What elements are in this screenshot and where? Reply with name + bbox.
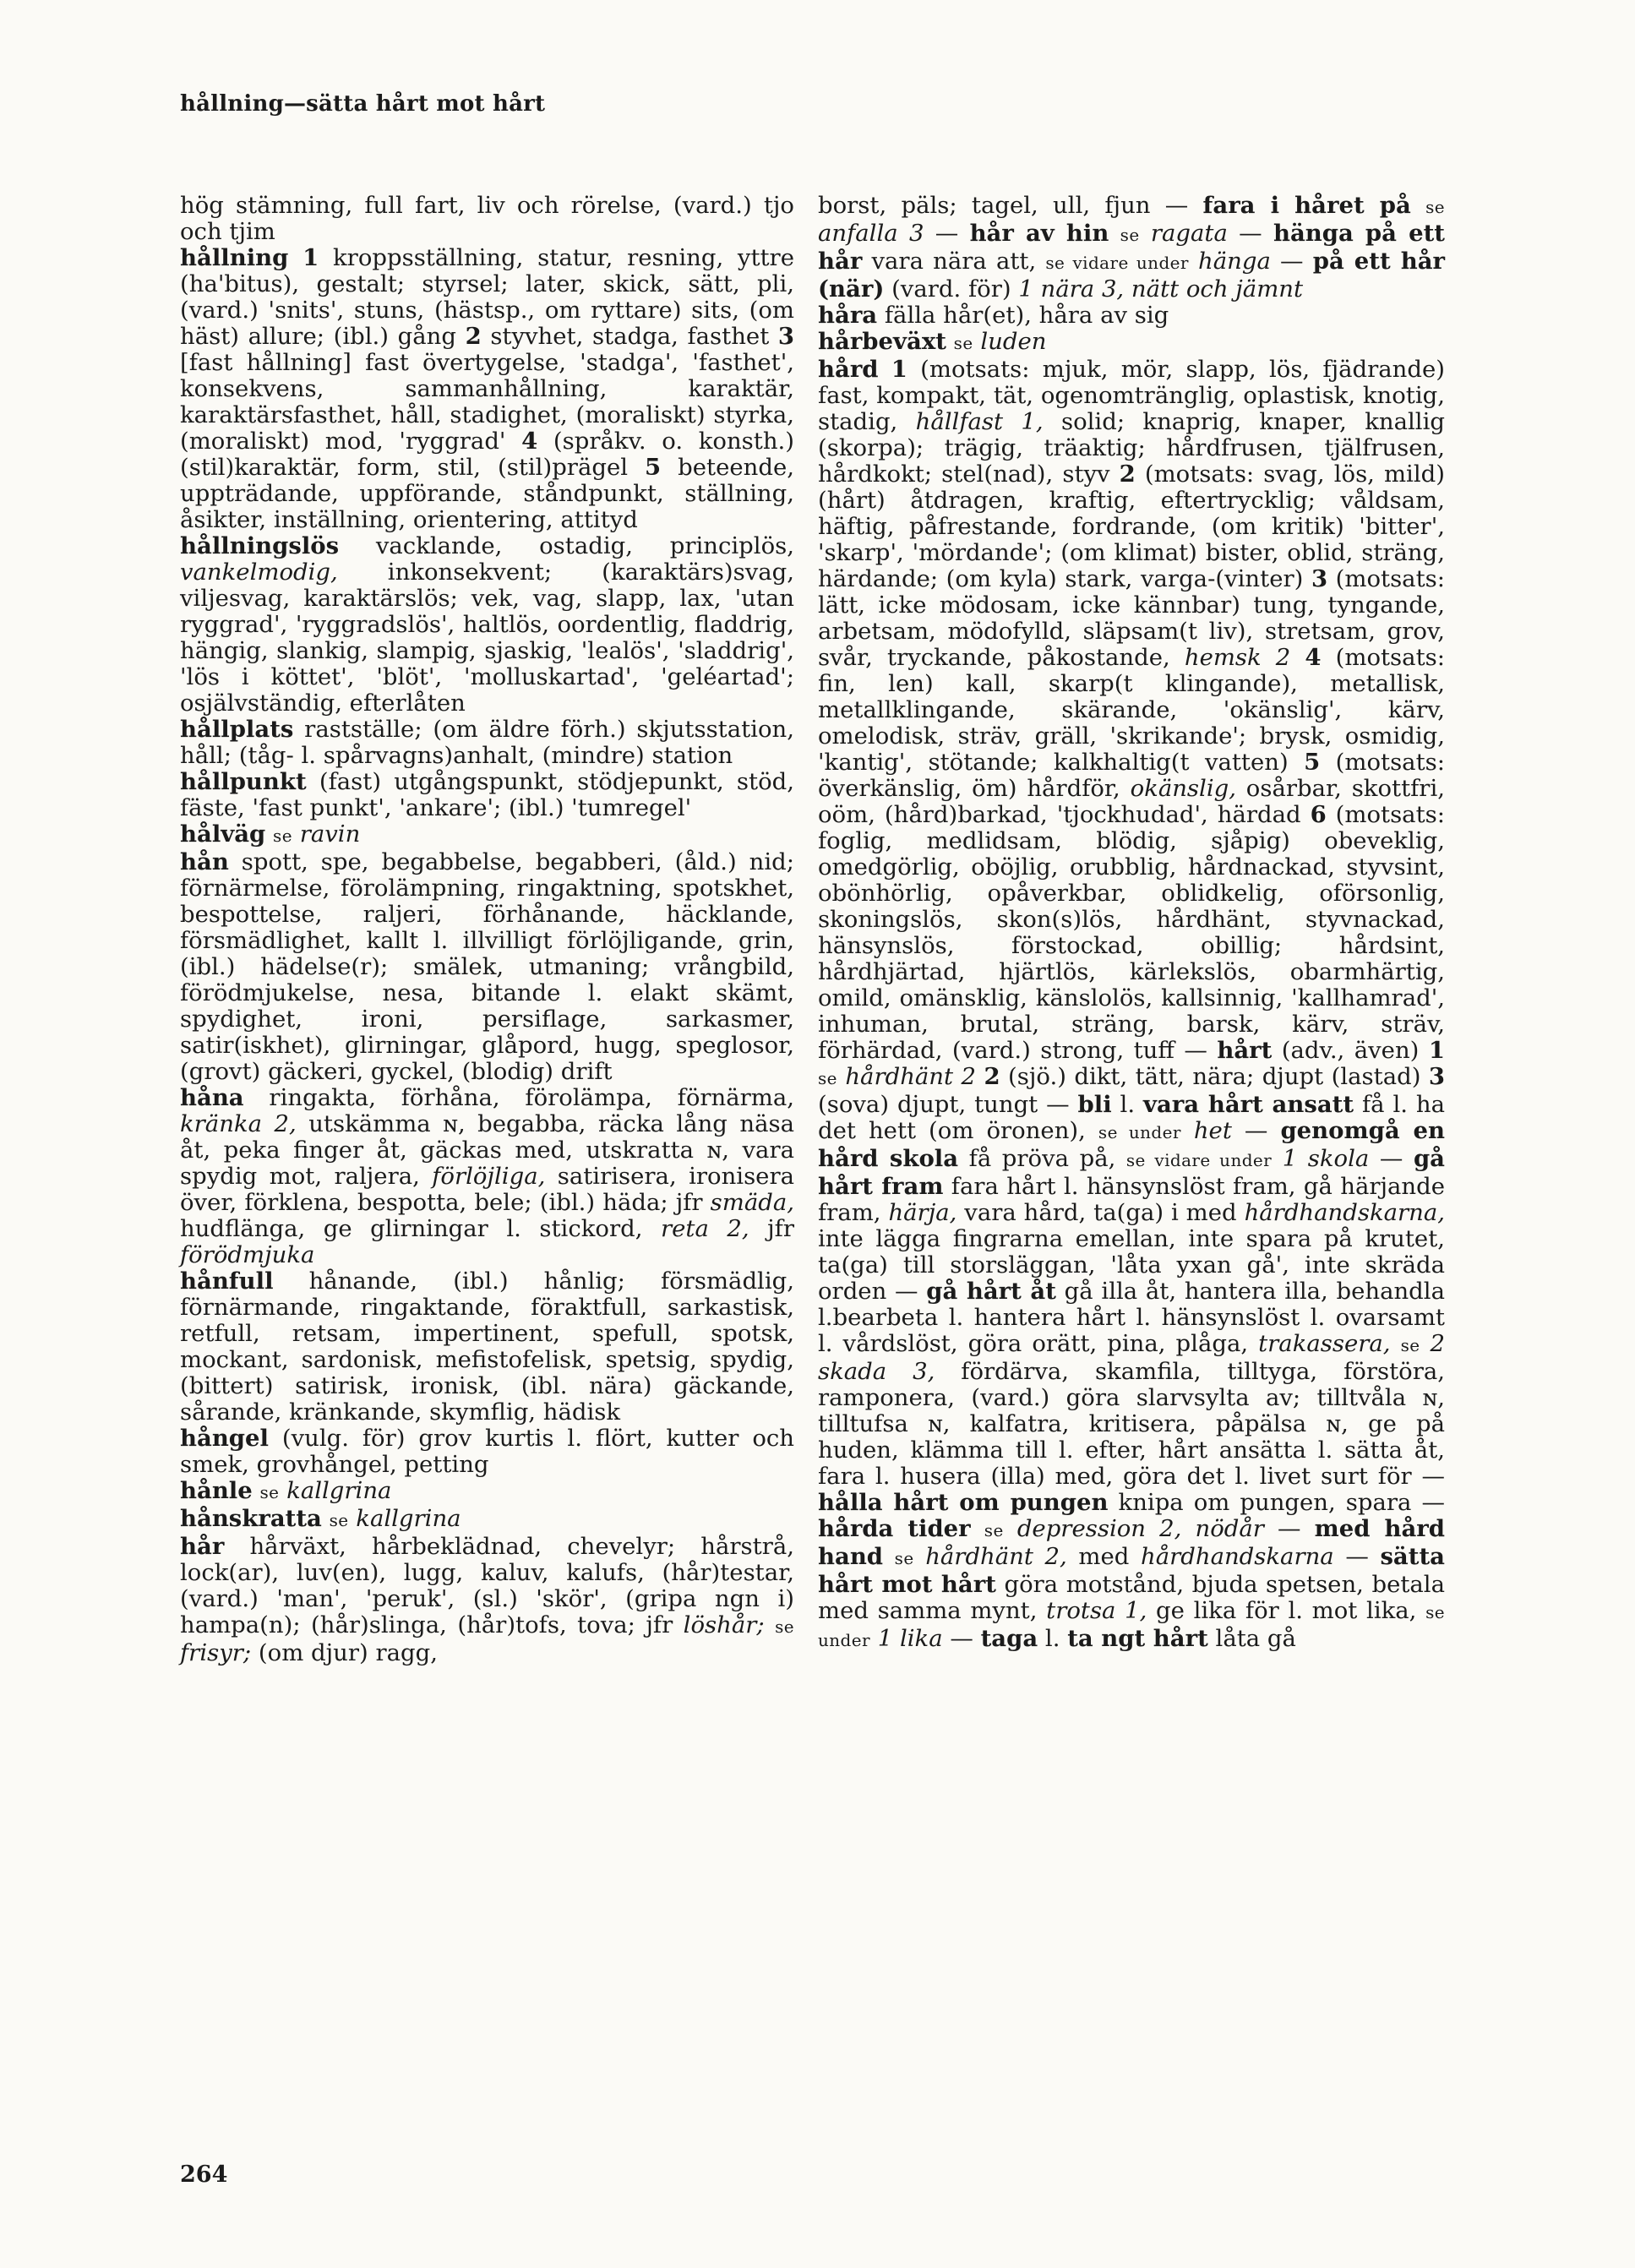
entry-text: (motsats: överkänslig, öm) hårdför,: [818, 749, 1446, 802]
entry-text: —: [942, 1625, 981, 1652]
running-head: hållning—sätta hårt mot hårt: [180, 91, 546, 117]
entry-text: [870, 1625, 878, 1652]
entry-text: utskämma ɴ, begabba, räcka lång näsa åt, peka finger åt, gäckas med, utskratta ɴ, vara spydig mot, raljera,: [180, 1110, 794, 1190]
entry-headword: med hård hand: [818, 1515, 1445, 1570]
cross-reference: trotsa 1,: [1046, 1597, 1147, 1624]
entry-headword: hånle: [180, 1477, 253, 1504]
entry-text: ringakta, förhåna, förolämpa, förnärma,: [243, 1084, 794, 1111]
entry-headword: 3: [777, 323, 794, 350]
entry-text: l.: [1111, 1091, 1143, 1118]
cross-reference: hårdhandskarna,: [1244, 1199, 1446, 1226]
entry-text: —: [1231, 1117, 1281, 1144]
dictionary-entry: [818, 193, 1445, 303]
entry-headword: 1: [1428, 1037, 1445, 1064]
entry-text: ge lika för l. mot lika,: [1147, 1597, 1426, 1624]
entry-text: (sova) djupt, tungt —: [818, 1091, 1078, 1118]
entry-text: kroppsställning, statur, resning, yttre (ha'bitus), gestalt; styrsel; later, skick, sätt, pli, (vard.) 'snits', stuns, (hästsp., om ryttare) sits, (om häst) allure; (ibl.) gång: [180, 244, 794, 350]
entry-text: vara nära att,: [862, 248, 1046, 275]
entry-headword: hånfull: [180, 1268, 274, 1295]
entry-text: göra motstånd, bjuda spetsen, betala med samma mynt,: [818, 1571, 1445, 1624]
entry-text: (om djur) ragg,: [251, 1639, 438, 1666]
entry-text: osårbar, skottfri, oöm, (hård)barkad, 'tjockhudad', härdad: [818, 775, 1445, 828]
entry-headword: hår: [180, 1533, 225, 1560]
cross-reference: smäda,: [710, 1189, 794, 1216]
entry-headword: sätta hårt mot hårt: [818, 1543, 1445, 1598]
entry-headword: håra: [818, 302, 878, 329]
dictionary-entry: [180, 245, 794, 533]
dictionary-entry: [180, 1085, 794, 1268]
entry-headword: hån: [180, 848, 229, 875]
entry-text: (motsats: fin, len) kall, skarp(t klingande), metallisk, metallklingande, skärande, 'okänslig', kärv, omelodisk, sträv, gräll, 'skrikande'; brysk, osmidig, 'kantig', stötande; kalkhaltig(t vatten): [818, 644, 1445, 776]
cross-reference: het: [1193, 1117, 1232, 1144]
cross-reference: 1 lika: [877, 1625, 943, 1652]
entry-text: beteende, uppträdande, uppförande, ståndpunkt, ställning, åsikter, inställning, orientering, attityd: [180, 454, 794, 533]
entry-text: fälla hår(et), håra av sig: [877, 302, 1169, 329]
entry-headword: 1: [891, 356, 907, 383]
entry-headword: hållningslös: [180, 532, 340, 559]
entry-headword: hånskratta: [180, 1505, 322, 1532]
entry-text: [265, 821, 273, 848]
entry-text: (språkv. o. konsth.) (stil)karaktär, form, stil, (stil)prägel: [180, 428, 794, 481]
reference-marker: se: [894, 1548, 914, 1568]
entry-text: knipa om pungen, spara —: [1108, 1489, 1445, 1516]
entry-headword: ta ngt hårt: [1067, 1625, 1208, 1652]
entry-headword: 5: [1304, 749, 1321, 776]
entry-headword: hållpunkt: [180, 768, 307, 795]
entry-headword: 5: [645, 454, 662, 481]
entry-headword: hålla hårt om pungen: [818, 1489, 1109, 1516]
entry-text: (vard. för): [884, 275, 1019, 303]
entry-text: —: [1227, 220, 1273, 247]
entry-text: hög stämning, full fart, liv och rörelse, (vard.) tjo och tjim: [180, 192, 794, 245]
dictionary-entry: [180, 849, 794, 1085]
dictionary-entry: [180, 193, 794, 245]
dictionary-entry: [180, 1426, 794, 1478]
page-number: 264: [180, 2162, 228, 2188]
entry-text: solid; knaprig, knaper, knallig (skorpa); trägig, träaktig; hårdfrusen, tjälfrusen, hårdkokt; stel(nad), styv: [818, 408, 1446, 488]
cross-reference: förödmjuka: [180, 1241, 315, 1268]
entry-text: —: [1270, 248, 1313, 275]
cross-reference: hårdhänt 2,: [925, 1543, 1067, 1570]
entry-text: gå illa åt, hantera illa, behandla l.bearbeta l. hantera hårt l. hänsynslöst l. ovarsamt l. vårdslöst, göra orätt, pina, plåga,: [818, 1278, 1445, 1357]
entry-text: satirisera, ironisera över, förklena, bespotta, bele; (ibl.) häda; jfr: [180, 1163, 794, 1216]
entry-text: [765, 1611, 775, 1638]
entry-text: [1140, 220, 1151, 247]
entry-headword: (när): [818, 275, 885, 303]
dictionary-entry: [818, 357, 1445, 1654]
entry-headword: vara hårt ansatt: [1142, 1091, 1354, 1118]
dictionary-entry: [180, 1478, 794, 1506]
entry-text: [837, 1063, 845, 1090]
entry-text: spott, spe, begabbelse, begabberi, (åld.) nid; förnärmelse, förolämpning, ringaktning, spotskhet, bespottelse, raljeri, förhånande, häcklande, försmädlighet, kallt l. illvilligt förlöjligande, grin, (ibl.) hädelse(r); smälek, utmaning; vrångbild, förödmjukelse, nesa, bitande l. elakt skämt, spydighet, ironi, persiflage, sarkasmer, satir(iskhet), glirningar, glåpord, hugg, speglosor, (grovt) gäckeri, gyckel, (blodig) drift: [180, 848, 794, 1085]
entry-text: (motsats: lätt, icke mödosam, icke kännbar) tung, tyngande, arbetsam, mödofylld, släpsam(t liv), stretsam, grov, svår, tryckande, påkostande,: [818, 565, 1446, 671]
entry-text: [322, 1505, 330, 1532]
entry-headword: hår av hin: [969, 220, 1109, 247]
entry-headword: håna: [180, 1084, 244, 1111]
cross-reference: ragata: [1150, 220, 1228, 247]
cross-reference: härja,: [888, 1199, 957, 1226]
dictionary-entry: [180, 769, 794, 821]
dictionary-entry: [180, 1268, 794, 1426]
right-column: [818, 193, 1445, 1654]
entry-text: hånande, (ibl.) hånlig; försmädlig, förnärmande, ringaktande, föraktfull, sarkastisk, retfull, retsam, impertinent, spefull, spotsk, mockant, sardonisk, mefistofelisk, spetsig, spydig, (bittert) satirisk, ironisk, (ibl. nära) gäckande, sårande, kränkande, skymflig, hädisk: [180, 1268, 794, 1426]
entry-headword: hårt: [1217, 1037, 1273, 1064]
left-column: [180, 193, 794, 1666]
entry-text: —: [1369, 1145, 1414, 1172]
entry-headword: 4: [1305, 644, 1322, 671]
entry-headword: hålväg: [180, 821, 266, 848]
entry-headword: 2: [1119, 461, 1136, 488]
entry-text: med: [1066, 1543, 1141, 1570]
entry-headword: hårda tider: [818, 1515, 971, 1542]
reference-marker: se: [329, 1510, 349, 1530]
entry-headword: hård: [818, 356, 879, 383]
entry-text: hudflänga, ge glirningar l. stickord,: [180, 1215, 661, 1242]
entry-text: [292, 821, 300, 848]
dictionary-entry: [180, 1534, 794, 1666]
reference-marker: se: [1120, 225, 1140, 245]
entry-headword: 3: [1428, 1063, 1445, 1090]
entry-text: (adv., även): [1272, 1037, 1429, 1064]
entry-text: [1181, 1117, 1194, 1144]
entry-headword: bli: [1077, 1091, 1112, 1118]
entry-text: l.: [1038, 1625, 1068, 1652]
dictionary-entry: [818, 329, 1445, 357]
entry-text: (sjö.) dikt, tätt, nära; djupt (lastad): [1000, 1063, 1429, 1090]
entry-text: [288, 244, 302, 271]
entry-text: borst, päls; tagel, ull, fjun —: [818, 192, 1203, 219]
entry-headword: hållning: [180, 244, 289, 271]
entry-text: få l. ha det hett (om öronen),: [818, 1091, 1445, 1144]
cross-reference: förlöjliga,: [432, 1163, 546, 1190]
cross-reference: luden: [980, 328, 1047, 355]
cross-reference: hållfast 1,: [915, 408, 1044, 435]
dictionary-entry: [180, 821, 794, 849]
entry-text: [fast hållning] fast övertygelse, 'stadga', 'fasthet', konsekvens, sammanhållning, karaktär, karaktärsfasthet, håll, stadighet, (moraliskt) styrka, (moraliskt) mod, 'ryggrad': [180, 349, 794, 455]
reference-marker: se vidare under: [1125, 1150, 1273, 1170]
entry-text: låta gå: [1207, 1625, 1296, 1652]
cross-reference: okänslig,: [1130, 775, 1236, 802]
cross-reference: reta 2,: [660, 1215, 749, 1242]
entry-text: (vulg. för) grov kurtis l. flört, kutter och smek, grovhångel, petting: [180, 1425, 794, 1478]
cross-reference: hänga: [1198, 248, 1271, 275]
entry-headword: 4: [521, 428, 538, 455]
dictionary-entry: [180, 1506, 794, 1534]
reference-marker: se: [273, 826, 292, 846]
entry-text: [1420, 1330, 1430, 1357]
reference-marker: se: [1425, 197, 1445, 217]
entry-text: —: [1263, 1515, 1315, 1542]
entry-headword: taga: [980, 1625, 1038, 1652]
cross-reference: anfalla 3: [818, 220, 924, 247]
entry-headword: 2: [465, 323, 482, 350]
entry-headword: 2: [984, 1063, 1000, 1090]
entry-text: inkonsekvent; (karaktärs)svag, viljesvag, karaktärslös; vek, vag, slapp, lax, 'utan ryggrad', 'ryggradslös', haltlös, oordentlig, fladdrig, hängig, slankig, slampig, sjaskig, 'lealös', 'sladdrig', 'lös i köttet', 'blöt', 'molluskartad', 'geléartad'; osjälvständig, efterlåten: [180, 559, 794, 717]
cross-reference: ravin: [299, 821, 361, 848]
reference-marker: se under: [1098, 1122, 1181, 1142]
entry-headword: hårbeväxt: [818, 328, 946, 355]
entry-text: [883, 1543, 895, 1570]
cross-reference: vankelmodig,: [180, 559, 338, 586]
cross-reference: kallgrina: [356, 1505, 461, 1532]
entry-text: styvhet, stadga, fasthet: [481, 323, 778, 350]
entry-text: [1290, 644, 1305, 671]
reference-marker: se: [818, 1068, 837, 1088]
entry-text: (motsats: svag, lös, mild) (hårt) åtdragen, kraftig, eftertrycklig; våldsam, häftig, påfrestande, fordrande, (om kritik) 'bitter', 'skarp', 'mördande'; (om klimat) bister, oblid, sträng, härdande; (om kyla) stark, varga-(vinter): [818, 461, 1445, 592]
entry-text: [279, 1477, 286, 1504]
cross-reference: kränka 2,: [180, 1110, 297, 1137]
entry-text: [914, 1543, 926, 1570]
entry-text: [1189, 248, 1198, 275]
entry-headword: 1: [302, 244, 319, 271]
entry-headword: på ett hår: [1312, 248, 1446, 275]
entry-text: jfr: [749, 1215, 794, 1242]
cross-reference: hårdhandskarna: [1141, 1543, 1334, 1570]
entry-text: (motsats: foglig, medlidsam, blödig, sjåpig) obeveklig, omedgörlig, oböjlig, orubblig, hårdnackad, styvsint, obönhörlig, opåverkbar, oblidkelig, oförsonlig, skoningslös, skon(s)lös, hårdhänt, styvnackad, hänsynslös, förstockad, obillig; hårdsint, hårdhjärtad, hjärtlös, kärlekslös, obarmhärtig, omild, omänsklig, känslolös, kallsinnig, 'kallhamrad', inhuman, brutal, sträng, barsk, kärv, sträv, förhärdad, (vard.) strong, tuff —: [818, 801, 1446, 1064]
entry-text: [1109, 220, 1120, 247]
entry-text: fara hårt l. hänsynslöst fram, gå härjande fram,: [818, 1173, 1446, 1226]
reference-marker: se: [953, 333, 973, 353]
cross-reference: 1 skola: [1282, 1145, 1370, 1172]
cross-reference: frisyr;: [180, 1639, 252, 1666]
cross-reference: trakassera,: [1258, 1330, 1391, 1357]
cross-reference: hemsk 2: [1184, 644, 1291, 671]
entry-text: [879, 356, 891, 383]
entry-text: fördärva, skamfila, tilltyga, förstöra, ramponera, (vard.) göra slarvsylta av; tilltvåla ɴ, tilltufsa ɴ, kalfatra, kritisera, påpälsa ɴ, ge på huden, klämma till l. efter, hårt ansätta l. sätta åt, fara l. husera (illa) med, göra det l. livet surt för —: [818, 1358, 1445, 1490]
entry-headword: fara i håret på: [1202, 192, 1411, 219]
cross-reference: 1 nära 3, nätt och jämnt: [1018, 275, 1304, 303]
entry-text: [1391, 1330, 1401, 1357]
entry-headword: gå hårt åt: [926, 1278, 1056, 1305]
entry-text: vara hård, ta(ga) i med: [956, 1199, 1245, 1226]
cross-reference: hårdhänt 2: [845, 1063, 976, 1090]
entry-text: inte lägga fingrarna emellan, inte spara på krutet, ta(ga) till storsläggan, 'låta yxan gå', inte skräda orden —: [818, 1225, 1445, 1305]
entry-headword: genomgå en hård skola: [818, 1117, 1445, 1172]
entry-text: [971, 1515, 984, 1542]
entry-headword: 3: [1311, 565, 1328, 592]
entry-text: få pröva på,: [958, 1145, 1126, 1172]
entry-text: (fast) utgångspunkt, stödjepunkt, stöd, fäste, 'fast punkt', 'ankare'; (ibl.) 'tumregel': [180, 768, 794, 821]
reference-marker: se: [259, 1482, 280, 1502]
cross-reference: 2 skada 3,: [818, 1330, 1445, 1385]
dictionary-entry: [818, 303, 1445, 329]
reference-marker: se under: [818, 1602, 1445, 1650]
cross-reference: kallgrina: [286, 1477, 392, 1504]
dictionary-entry: [180, 533, 794, 717]
entry-text: [349, 1505, 357, 1532]
cross-reference: löshår;: [683, 1611, 765, 1638]
entry-text: [1272, 1145, 1283, 1172]
entry-text: —: [924, 220, 970, 247]
entry-headword: 6: [1310, 801, 1327, 828]
reference-marker: se: [1400, 1335, 1420, 1355]
entry-text: [1004, 1515, 1017, 1542]
reference-marker: se: [984, 1520, 1004, 1540]
reference-marker: se: [775, 1616, 794, 1637]
dictionary-entry: [180, 717, 794, 769]
entry-text: [253, 1477, 260, 1504]
entry-text: (motsats: mjuk, mör, slapp, lös, fjädrande) fast, kompakt, tät, ogenomtränglig, oplastisk, knotig, stadig,: [818, 356, 1445, 435]
entry-text: hårväxt, hårbeklädnad, chevelyr; hårstrå, lock(ar), luv(en), lugg, kaluv, kalufs, (hår)testar, (vard.) 'man', 'peruk', (sl.) 'skör', (gripa ngn i) hampa(n); (hår)slinga, (hår)tofs, tova; jfr: [180, 1533, 794, 1638]
entry-text: —: [1333, 1543, 1381, 1570]
entry-text: [1411, 192, 1425, 219]
entry-text: vacklande, ostadig, principlös,: [339, 532, 794, 559]
cross-reference: depression 2, nödår: [1016, 1515, 1264, 1542]
entry-text: [946, 328, 954, 355]
entry-headword: hänga på ett hår: [818, 220, 1446, 275]
entry-headword: gå hårt fram: [818, 1145, 1446, 1200]
reference-marker: se vidare under: [1045, 253, 1189, 273]
entry-headword: hållplats: [180, 716, 294, 743]
entry-text: rastställe; (om äldre förh.) skjutsstation, håll; (tåg- l. spårvagns)anhalt, (mindre) station: [180, 716, 794, 769]
entry-headword: hångel: [180, 1425, 269, 1452]
